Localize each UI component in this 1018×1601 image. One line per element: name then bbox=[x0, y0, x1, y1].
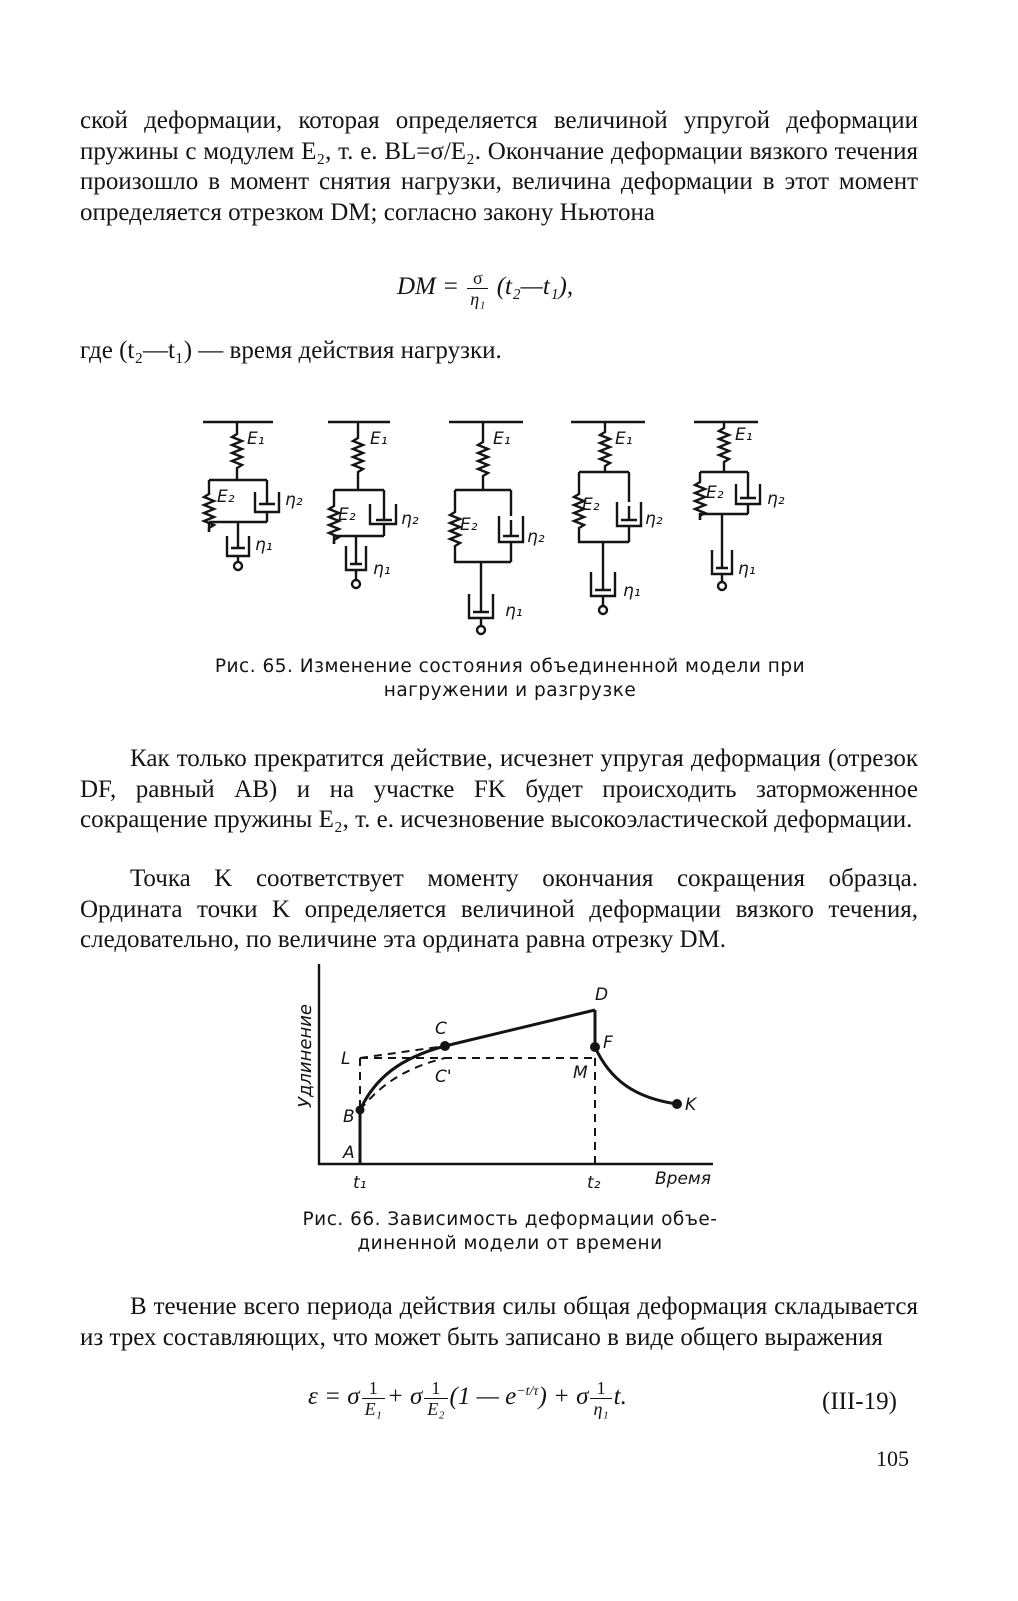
label-c: C bbox=[435, 1019, 447, 1039]
paragraph-4: Точка K соответствует моменту окончания сокращения образца. Ордината точки K определяется величиной деформации вязкого течения, следовательно, по величине эта ордината равна отрезку DM. bbox=[80, 865, 918, 953]
paragraph-1: ской деформации, которая определяется величиной упругой деформации пружины с модулем E₂, т. е. BL=σ/E₂. Окончание деформации вязкого течения произошло в момент снятия нагрузки, величина деформации в этот момент определяется отрезком DM; согласно закону Ньютона bbox=[80, 107, 918, 226]
label-d: D bbox=[595, 985, 609, 1005]
label-eta1-3: η₁ bbox=[505, 601, 523, 621]
axes bbox=[319, 964, 713, 1164]
figure-66-graph bbox=[275, 960, 725, 1198]
label-eta2-1: η₂ bbox=[285, 490, 303, 510]
label-e1-2: E₁ bbox=[370, 429, 388, 449]
point-k bbox=[672, 1099, 682, 1109]
label-eta1-1: η₁ bbox=[255, 535, 273, 555]
y-axis-label: Удлинение bbox=[295, 1003, 316, 1108]
paragraph-2: где (t₂—t₁) — время действия нагрузки. bbox=[80, 337, 502, 364]
label-e2-2: E₂ bbox=[338, 505, 356, 525]
label-l: L bbox=[341, 1049, 351, 1069]
label-c-prime: C' bbox=[435, 1067, 452, 1087]
label-eta2-4: η₂ bbox=[645, 509, 663, 529]
curve-fk bbox=[595, 1047, 677, 1104]
label-m: M bbox=[573, 1063, 588, 1083]
caption-figure-66: Рис. 66. Зависимость деформации объе- диненной модели от времени bbox=[302, 1209, 718, 1254]
caption-figure-65: Рис. 65. Изменение состояния объединенной модели при нагружении и разгрузке bbox=[214, 656, 806, 701]
point-f bbox=[590, 1042, 600, 1052]
label-e1-3: E₁ bbox=[493, 429, 511, 449]
label-e2-4: E₂ bbox=[582, 495, 600, 515]
label-e1-4: E₁ bbox=[615, 429, 633, 449]
label-e1-5: E₁ bbox=[735, 425, 753, 445]
label-eta1-2: η₁ bbox=[373, 559, 391, 579]
label-eta1-4: η₁ bbox=[623, 581, 641, 601]
label-eta2-5: η₂ bbox=[767, 489, 785, 509]
label-eta1-5: η₁ bbox=[738, 559, 756, 579]
label-b: B bbox=[343, 1107, 355, 1127]
equation-number: (III-19) bbox=[822, 1388, 897, 1415]
segment-cd bbox=[445, 1010, 595, 1046]
label-eta2-3: η₂ bbox=[527, 527, 545, 547]
figure-65-models bbox=[195, 410, 835, 645]
formula-iii-19: ε = σ $\frac{1}{\text{E₁}}$ + σ $\frac{1}{\text{E₂}}$ (1 — $e^{-t/\tau}) + \sigma$ $\frac{1}{\text{η₁}}$ t. bbox=[308, 1378, 627, 1419]
paragraph-3: Как только прекратится действие, исчезнет упругая деформация (отрезок DF, равный AB) и на участке FK будет происходить заторможенное сокращение пружины E₂, т. е. исчезновение высокоэластической деформации. bbox=[80, 745, 918, 833]
label-f: F bbox=[603, 1033, 613, 1053]
label-e2-5: E₂ bbox=[706, 483, 724, 503]
label-e2-3: E₂ bbox=[460, 515, 478, 535]
point-c bbox=[440, 1041, 450, 1051]
curve-bc bbox=[360, 1046, 445, 1110]
dash-lc bbox=[360, 1046, 445, 1058]
label-k: K bbox=[685, 1095, 697, 1115]
label-eta2-2: η₂ bbox=[401, 509, 419, 529]
formula-dm: DM = $\frac{\sigma}{\text{η₁}}$ (t₂—t₁), bbox=[397, 268, 574, 309]
label-e1-1: E₁ bbox=[247, 429, 265, 449]
tick-t1: t₁ bbox=[353, 1173, 367, 1193]
page-number: 105 bbox=[876, 1446, 909, 1471]
x-axis-label: Время bbox=[655, 1169, 711, 1189]
label-a: A bbox=[343, 1143, 355, 1163]
paragraph-5: В течение всего периода действия силы общая деформация складывается из трех составляющих, что может быть записано в виде общего выражения bbox=[80, 1293, 918, 1351]
label-e2-1: E₂ bbox=[217, 487, 235, 507]
point-b bbox=[356, 1106, 365, 1115]
tick-t2: t₂ bbox=[587, 1173, 601, 1193]
dash-bc2 bbox=[360, 1058, 445, 1110]
